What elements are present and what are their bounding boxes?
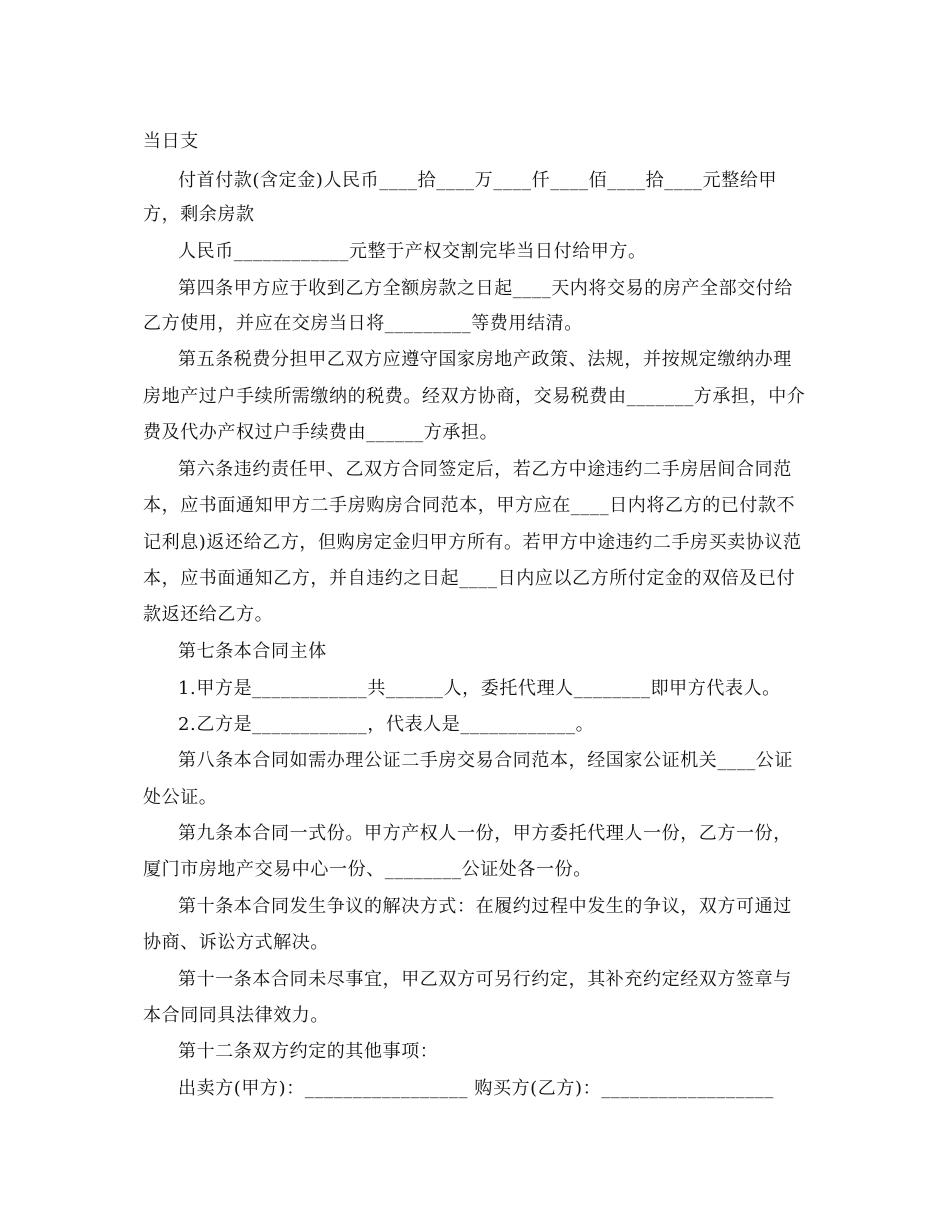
- text-line: 本合同同具法律效力。: [143, 1005, 329, 1026]
- text-line: 协商、诉讼方式解决。: [143, 932, 329, 953]
- text-line: 付首付款(含定金)人民币____拾____万____仟____佰____拾____元整给甲: [178, 170, 778, 191]
- text-line: 人民币____________元整于产权交割完毕当日付给甲方。: [178, 241, 647, 262]
- text-line: 第八条本合同如需办理公证二手房交易合同范本，经国家公证机关____公证: [178, 750, 793, 771]
- text-line: 本，应书面通知乙方，并自违约之日起____日内应以乙方所付定金的双倍及已付: [143, 568, 796, 589]
- text-line: 费及代办产权过户手续费由______方承担。: [143, 422, 499, 443]
- text-line: 乙方使用，并应在交房当日将_________等费用结清。: [143, 313, 583, 334]
- text-line: 第四条甲方应于收到乙方全额房款之日起____天内将交易的房产全部交付给: [178, 278, 793, 299]
- text-line: 厦门市房地产交易中心一份、________公证处各一份。: [143, 859, 592, 880]
- text-line: 第六条违约责任甲、乙双方合同签定后，若乙方中途违约二手房居间合同范: [178, 459, 792, 480]
- text-line: 第十条本合同发生争议的解决方式：在履约过程中发生的争议，双方可通过: [178, 896, 792, 917]
- text-line: 第七条本合同主体: [178, 641, 327, 662]
- text-line: 1.甲方是____________共______人，委托代理人________即甲方代表人。: [178, 678, 781, 699]
- text-line: 方，剩余房款: [143, 204, 255, 225]
- text-line: 第九条本合同一式份。甲方产权人一份，甲方委托代理人一份，乙方一份，: [178, 823, 792, 844]
- text-line: 本，应书面通知甲方二手房购房合同范本，甲方应在____日内将乙方的已付款不: [143, 495, 796, 516]
- text-line: 当日支: [143, 131, 199, 152]
- text-line: 第十二条双方约定的其他事项：: [178, 1041, 439, 1062]
- text-line: 处公证。: [143, 787, 218, 808]
- signature-line: 出卖方(甲方)：_________________ 购买方(乙方)：__________________: [178, 1078, 775, 1099]
- text-line: 第十一条本合同未尽事宜，甲乙双方可另行约定，其补充约定经双方签章与: [178, 969, 792, 990]
- text-line: 房地产过户手续所需缴纳的税费。经双方协商，交易税费由_______方承担，中介: [143, 386, 806, 407]
- text-line: 2.乙方是____________，代表人是____________。: [178, 714, 595, 735]
- text-line: 记利息)返还给乙方，但购房定金归甲方所有。若甲方中途违约二手房买卖协议范: [143, 532, 802, 553]
- text-line: 款返还给乙方。: [143, 604, 274, 625]
- text-line: 第五条税费分担甲乙双方应遵守国家房地产政策、法规，并按规定缴纳办理: [178, 349, 792, 370]
